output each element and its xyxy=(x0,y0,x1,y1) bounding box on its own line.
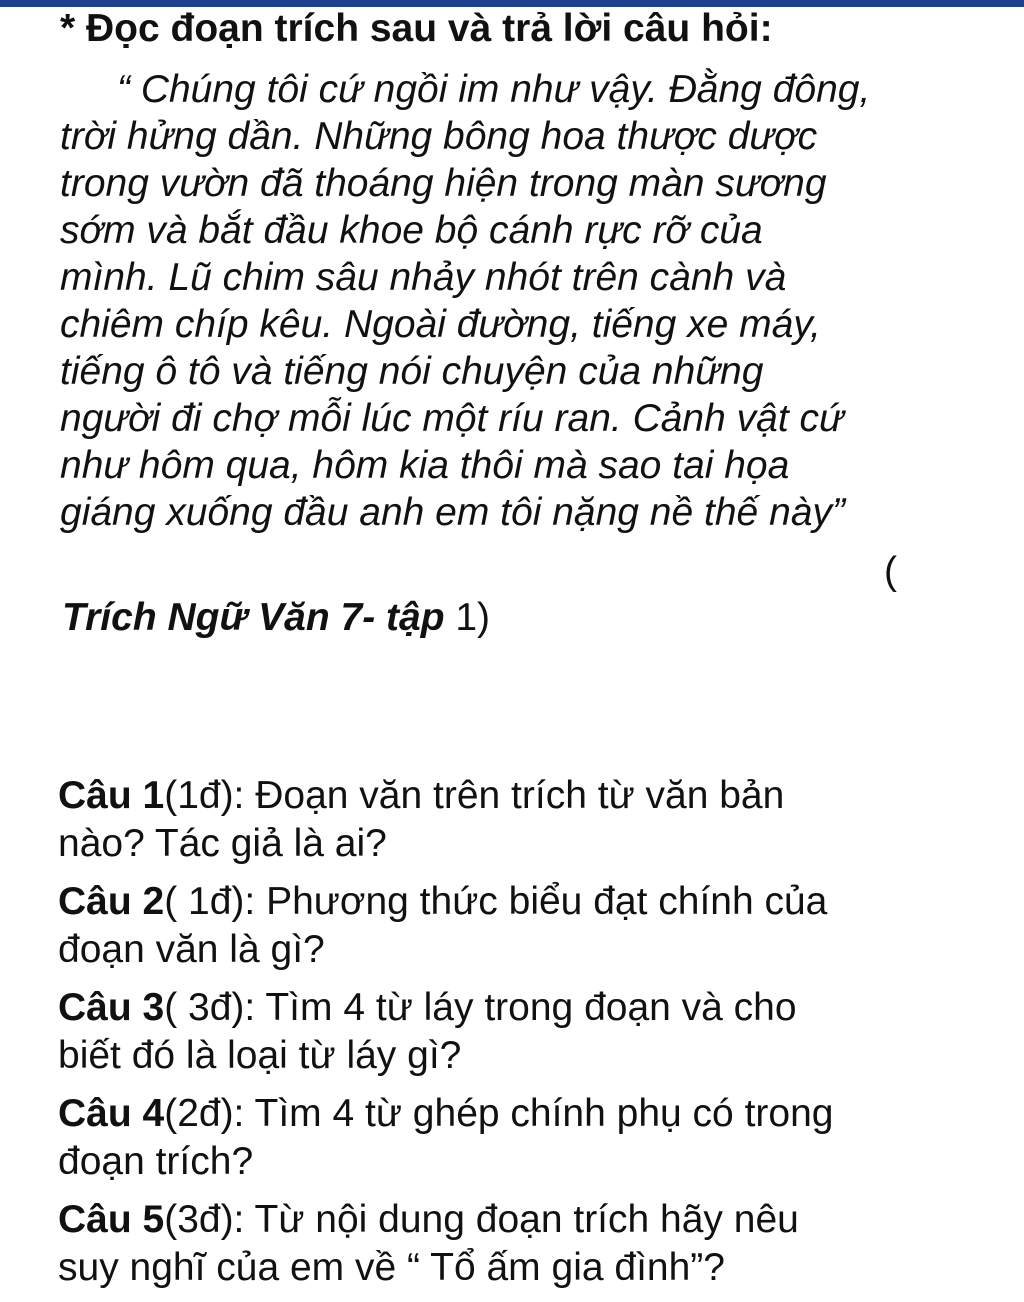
question-label: Câu 3 xyxy=(58,986,165,1029)
passage-line: mình. Lũ chim sâu nhảy nhót trên cành và xyxy=(60,256,787,299)
question-label: Câu 4 xyxy=(58,1092,165,1135)
question-text: (3đ): Từ nội dung đoạn trích hãy nêu xyxy=(164,1198,799,1241)
question-label: Câu 2 xyxy=(58,880,165,923)
question-text-continued: suy nghĩ của em về “ Tổ ấm gia đình”? xyxy=(58,1246,725,1289)
question-text: ( 1đ): Phương thức biểu đạt chính của xyxy=(164,880,828,923)
passage-line: “ Chúng tôi cứ ngồi im như vậy. Đằng đông, xyxy=(117,68,871,111)
passage-line: giáng xuống đầu anh em tôi nặng nề thế này” xyxy=(60,491,845,534)
question-text-continued: nào? Tác giả là ai? xyxy=(58,822,387,865)
passage-line: như hôm qua, hôm kia thôi mà sao tai họa xyxy=(60,444,790,487)
instruction-heading: * Đọc đoạn trích sau và trả lời câu hỏi: xyxy=(60,7,773,50)
passage-line: người đi chợ mỗi lúc một ríu ran. Cảnh vật cứ xyxy=(60,397,844,440)
question-text-continued: đoạn trích? xyxy=(58,1140,254,1183)
question-text: ( 3đ): Tìm 4 từ láy trong đoạn và cho xyxy=(164,986,797,1029)
question-text: (1đ): Đoạn văn trên trích từ văn bản xyxy=(164,774,785,817)
question-list xyxy=(58,772,998,1302)
question-item xyxy=(58,878,998,974)
question-item xyxy=(58,984,998,1080)
excerpt-passage xyxy=(60,66,980,536)
question-text-continued: đoạn văn là gì? xyxy=(58,928,325,971)
passage-line: sớm và bắt đầu khoe bộ cánh rực rỡ của xyxy=(60,209,763,252)
question-item xyxy=(58,1090,998,1186)
source-citation xyxy=(62,594,490,641)
source-rest: 1) xyxy=(444,596,491,639)
question-label: Câu 5 xyxy=(58,1198,165,1241)
question-item xyxy=(58,772,998,868)
question-item xyxy=(58,1196,998,1292)
source-title: Trích Ngữ Văn 7- tập xyxy=(62,596,445,639)
source-open-paren: ( xyxy=(884,550,897,593)
passage-line: trời hửng dần. Những bông hoa thược dược xyxy=(60,115,818,158)
question-label: Câu 1 xyxy=(58,774,165,817)
question-text-continued: biết đó là loại từ láy gì? xyxy=(58,1034,462,1077)
question-text: (2đ): Tìm 4 từ ghép chính phụ có trong xyxy=(164,1092,834,1135)
passage-line: trong vườn đã thoáng hiện trong màn sương xyxy=(60,162,827,205)
passage-line: chiêm chíp kêu. Ngoài đường, tiếng xe máy, xyxy=(60,303,821,346)
passage-line: tiếng ô tô và tiếng nói chuyện của những xyxy=(60,350,764,393)
